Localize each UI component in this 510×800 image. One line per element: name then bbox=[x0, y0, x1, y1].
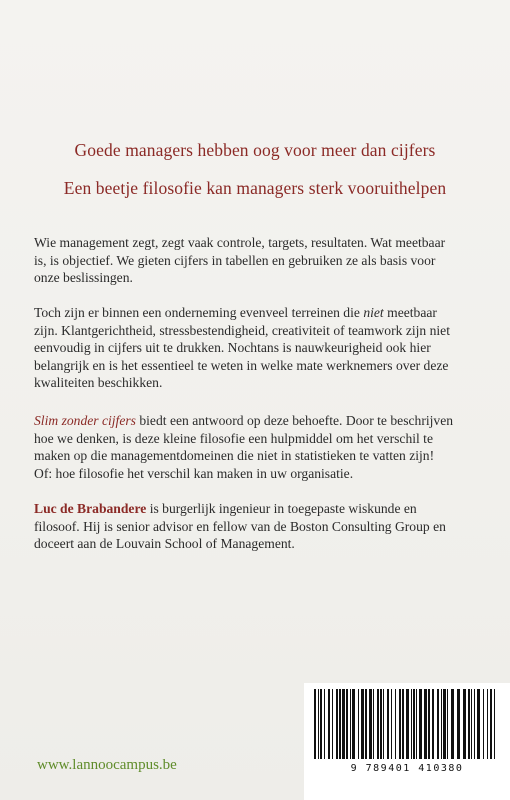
barcode-bar bbox=[346, 689, 348, 759]
barcode-bar bbox=[402, 689, 404, 759]
text-line: filosoof. Hij is senior advisor en fellow van de Boston Consulting Group en bbox=[34, 518, 446, 534]
barcode-bar bbox=[490, 689, 492, 759]
barcode-bar bbox=[369, 689, 372, 759]
text-line: Toch zijn er binnen een onderneming evenveel terreinen die bbox=[34, 305, 360, 320]
barcode-bar bbox=[365, 689, 367, 759]
book-title: Slim zonder cijfers bbox=[34, 413, 136, 428]
barcode-bar bbox=[373, 689, 374, 759]
barcode-bar bbox=[336, 689, 338, 759]
barcode-bar bbox=[314, 689, 316, 759]
barcode-bar bbox=[342, 689, 345, 759]
barcode-bar bbox=[377, 689, 379, 759]
isbn-number: 9 789401 410380 bbox=[350, 763, 464, 774]
text-line: Wie management zegt, zegt vaak controle, targets, resultaten. Wat meetbaar bbox=[34, 235, 446, 250]
barcode-bar bbox=[494, 689, 495, 759]
text-line: maken op die managementdomeinen die niet in statistieken te vatten zijn! bbox=[34, 448, 435, 463]
barcode-bar bbox=[411, 689, 412, 759]
barcode-bar bbox=[350, 689, 351, 759]
barcode-bar bbox=[463, 689, 466, 759]
headline-1: Goede managers hebben oog voor meer dan cijfers bbox=[74, 140, 436, 160]
barcode-bar bbox=[380, 689, 382, 759]
barcode-bar bbox=[332, 689, 333, 759]
barcode-bar bbox=[324, 689, 325, 759]
barcode-bar bbox=[395, 689, 396, 759]
barcode-bar bbox=[318, 689, 319, 759]
barcode-label bbox=[304, 683, 510, 800]
barcode-bar bbox=[416, 689, 417, 759]
barcode-bar bbox=[413, 689, 415, 759]
barcode-bar bbox=[477, 689, 480, 759]
barcode-bar bbox=[391, 689, 392, 759]
barcode-bar bbox=[443, 689, 446, 759]
text-line: belangrijk en is het essentieel te weten in welke mate werknemers over deze bbox=[34, 357, 449, 373]
headline-2: Een beetje filosofie kan managers sterk vooruithelpen bbox=[63, 178, 447, 198]
paragraph-book bbox=[34, 412, 480, 482]
paragraph-measurable bbox=[34, 304, 480, 392]
barcode-bar bbox=[419, 689, 422, 759]
barcode-bar bbox=[361, 689, 364, 759]
barcode-bar bbox=[358, 689, 359, 759]
text-line: onze beslissingen. bbox=[34, 270, 133, 285]
barcode-bar bbox=[468, 689, 470, 759]
barcode-bar bbox=[471, 689, 472, 759]
publisher-website: www.lannoocampus.be bbox=[37, 757, 177, 773]
barcode-bar bbox=[437, 689, 439, 759]
text-line: meetbaar bbox=[387, 305, 437, 320]
barcode-bar bbox=[447, 689, 448, 759]
text-line: doceert aan de Louvain School of Management. bbox=[34, 536, 295, 551]
barcode-bar bbox=[487, 689, 488, 759]
barcode-bar bbox=[457, 689, 460, 759]
author-name: Luc de Brabandere bbox=[34, 501, 147, 516]
barcode-bar bbox=[432, 689, 434, 759]
text-line: is, is objectief. We gieten cijfers in tabellen en gebruiken ze als basis voor bbox=[34, 252, 436, 268]
barcode-bar bbox=[428, 689, 430, 759]
barcode-image bbox=[310, 689, 504, 759]
barcode-bar bbox=[352, 689, 355, 759]
barcode-bar bbox=[441, 689, 442, 759]
barcode-bar bbox=[387, 689, 389, 759]
barcode-bar bbox=[328, 689, 330, 759]
text-line: biedt een antwoord op deze behoefte. Door te beschrijven bbox=[139, 413, 454, 428]
barcode-bar bbox=[406, 689, 409, 759]
text-line: kwaliteiten beschikken. bbox=[34, 375, 163, 390]
barcode-bar bbox=[483, 689, 484, 759]
barcode-bar bbox=[383, 689, 384, 759]
text-line: zijn. Klantgerichtheid, stressbestendigheid, creativiteit of teamwork zijn niet bbox=[34, 322, 450, 338]
barcode-bar bbox=[339, 689, 341, 759]
text-line: hoe we denken, is deze kleine filosofie een hulpmiddel om het verschil te bbox=[34, 430, 433, 446]
paragraph-intro bbox=[34, 234, 480, 287]
barcode-bar bbox=[320, 689, 322, 759]
barcode-bar bbox=[424, 689, 427, 759]
emphasis-word: niet bbox=[363, 305, 384, 320]
barcode-bar bbox=[399, 689, 401, 759]
text-line: is burgerlijk ingenieur in toegepaste wiskunde en bbox=[149, 501, 417, 516]
text-line: Of: hoe filosofie het verschil kan maken in uw organisatie. bbox=[34, 465, 354, 481]
text-line: eenvoudig in cijfers uit te drukken. Nochtans is nauwkeurigheid ook hier bbox=[34, 340, 431, 355]
barcode-bar bbox=[474, 689, 475, 759]
barcode-bar bbox=[451, 689, 454, 759]
paragraph-author bbox=[34, 500, 480, 553]
